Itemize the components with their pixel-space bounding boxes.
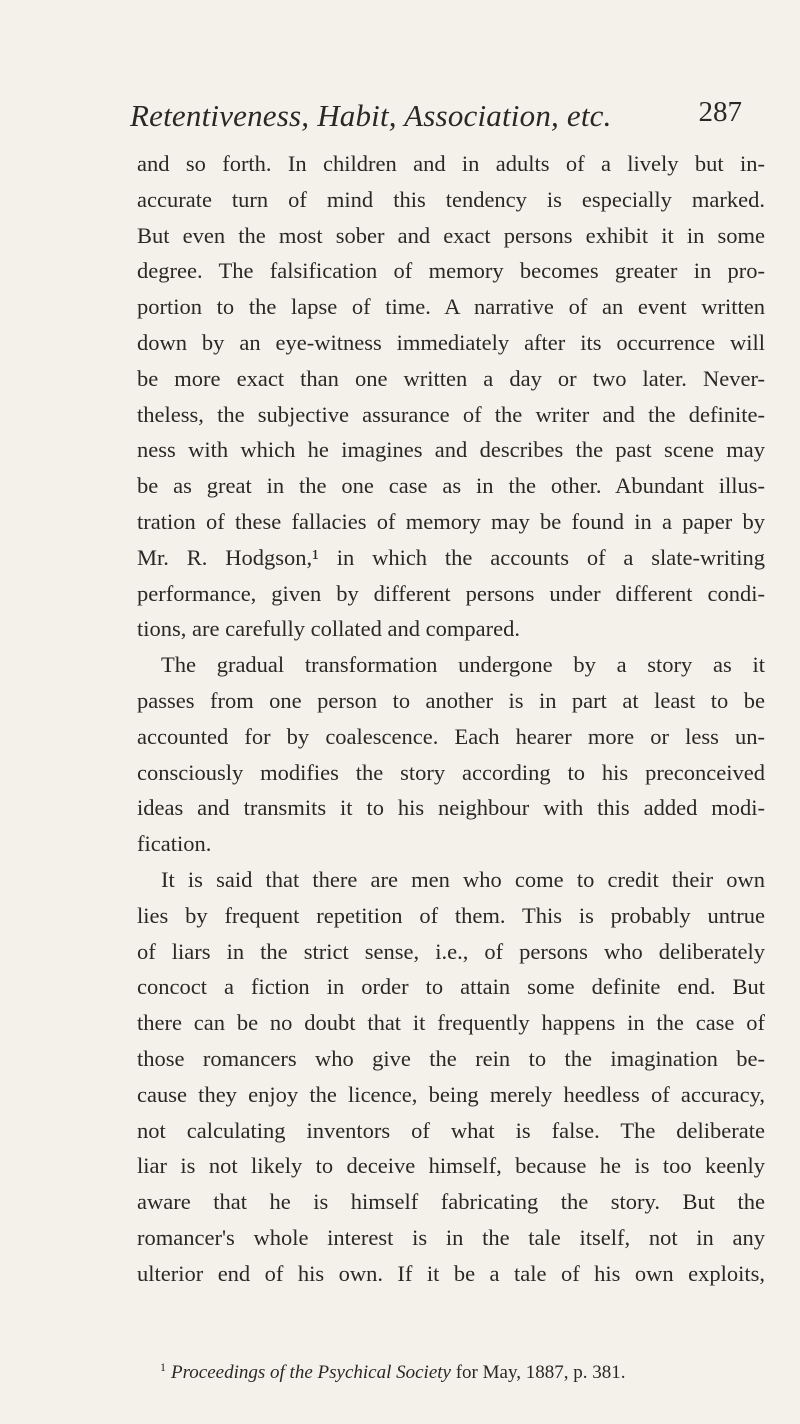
text-line: and so forth. In children and in adults of a lively but in-	[137, 151, 765, 176]
footnote-journal: Proceedings of the Psychical Society	[171, 1362, 451, 1383]
text-line: degree. The falsification of memory becomes greater in pro-	[137, 258, 765, 284]
body-text	[137, 146, 765, 1292]
text-line: theless, the subjective assurance of the writer and the definite-	[137, 401, 765, 427]
text-line: aware that he is himself fabricating the story. But the	[137, 1189, 765, 1215]
text-line: ideas and transmits it to his neighbour with this added modi-	[137, 795, 765, 821]
text-line: cause they enjoy the licence, being merely heedless of accuracy,	[137, 1081, 765, 1107]
footnote-mark: 1	[160, 1360, 166, 1374]
text-line: The gradual transformation undergone by a story as it	[161, 652, 765, 678]
page-number: 287	[698, 96, 742, 128]
text-line: of liars in the strict sense, i.e., of persons who deliberately	[137, 938, 765, 964]
text-line: It is said that there are men who come to credit their own	[161, 866, 765, 892]
text-line: tions, are carefully collated and compared.	[137, 616, 520, 642]
text-line: lies by frequent repetition of them. This is probably untrue	[137, 902, 765, 928]
text-line: portion to the lapse of time. A narrative of an event written	[137, 294, 765, 320]
text-line: passes from one person to another is in part at least to be	[137, 687, 765, 713]
text-line: concoct a fiction in order to attain some definite end. But	[137, 974, 765, 1000]
text-line: performance, given by different persons under different condi-	[137, 580, 765, 606]
text-line: liar is not likely to deceive himself, because he is too keenly	[137, 1153, 765, 1179]
running-title: Retentiveness, Habit, Association, etc.	[130, 98, 612, 133]
text-line: accurate turn of mind this tendency is especially marked.	[137, 186, 765, 212]
text-line: not calculating inventors of what is false. The deliberate	[137, 1117, 765, 1143]
text-line: ness with which he imagines and describes the past scene may	[137, 437, 765, 463]
text-line: be as great in the one case as in the other. Abundant illus-	[137, 473, 765, 499]
text-line: those romancers who give the rein to the imagination be-	[137, 1045, 765, 1071]
text-line: Mr. R. Hodgson,¹ in which the accounts of a slate-writing	[137, 544, 765, 570]
text-line: romancer's whole interest is in the tale itself, not in any	[137, 1224, 765, 1250]
text-line: consciously modifies the story according to his preconceived	[137, 759, 765, 785]
text-line: be more exact than one written a day or two later. Never-	[137, 365, 765, 391]
footnote-citation: for May, 1887, p. 381.	[450, 1362, 626, 1383]
text-line: down by an eye-witness immediately after its occurrence will	[137, 329, 765, 355]
text-line: fication.	[137, 831, 212, 857]
text-line: there can be no doubt that it frequently happens in the case of	[137, 1010, 765, 1036]
text-line: accounted for by coalescence. Each hearer more or less un-	[137, 723, 765, 749]
text-line: But even the most sober and exact persons exhibit it in some	[137, 222, 765, 248]
text-line: ulterior end of his own. If it be a tale of his own exploits,	[137, 1260, 765, 1286]
running-head	[130, 98, 760, 138]
text-line: tration of these fallacies of memory may be found in a paper by	[137, 508, 765, 534]
footnote	[160, 1360, 765, 1384]
